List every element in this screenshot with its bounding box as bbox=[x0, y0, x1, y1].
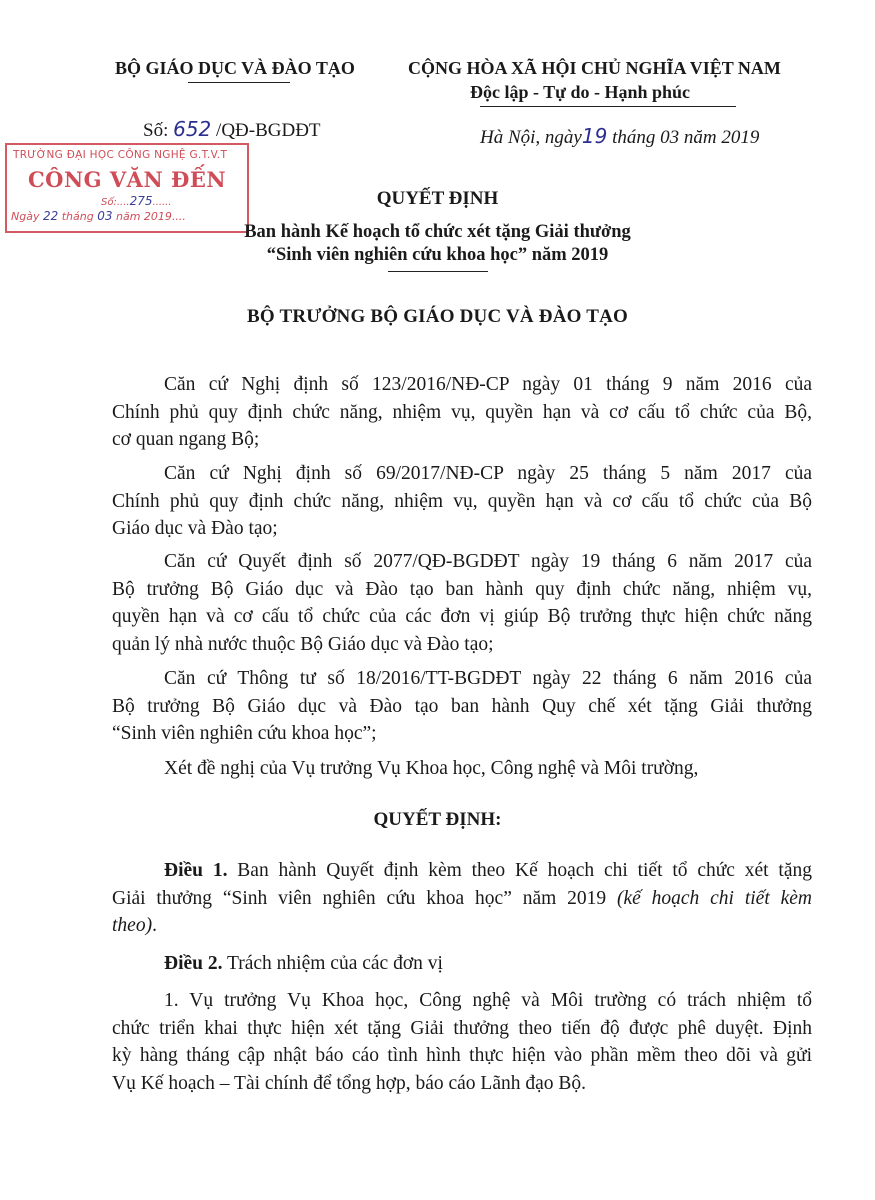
decision-subtitle-line2: “Sinh viên nghiên cứu khoa học” năm 2019 bbox=[266, 245, 609, 265]
article-1-line-3-tail: . bbox=[152, 915, 157, 936]
stamp-month: 03 bbox=[97, 209, 113, 223]
date-day-handwritten: 19 bbox=[581, 124, 608, 148]
doc-number-handwritten: 652 bbox=[173, 117, 212, 141]
basis-5-line-1: Xét đề nghị của Vụ trưởng Vụ Khoa học, Công nghệ và Môi trường, bbox=[164, 758, 699, 779]
document-number bbox=[143, 117, 321, 142]
basis-4-line-1: Căn cứ Thông tư số 18/2016/TT-BGDĐT ngày 22 tháng 6 năm 2016 của bbox=[164, 668, 812, 689]
article-2-item-1-line-1: 1. Vụ trưởng Vụ Khoa học, Công nghệ và Môi trường có trách nhiệm tổ bbox=[164, 990, 812, 1011]
stamp-year-label: năm 2019 bbox=[112, 210, 172, 223]
stamp-title: CÔNG VĂN ĐẾN bbox=[27, 167, 227, 192]
basis-paragraph-1 bbox=[112, 371, 812, 454]
stamp-date bbox=[11, 209, 186, 223]
basis-1-line-3: cơ quan ngang Bộ; bbox=[112, 429, 260, 450]
basis-4-line-2: Bộ trưởng Bộ Giáo dục và Đào tạo ban hành Quy chế xét tặng Giải thưởng bbox=[112, 695, 812, 717]
article-2-item-1-line-2: chức triển khai thực hiện xét tặng Giải thưởng theo tiến độ được phê duyệt. Định bbox=[112, 1017, 812, 1039]
stamp-date-label: Ngày bbox=[11, 210, 43, 223]
article-2-item-1 bbox=[112, 987, 812, 1097]
decision-title: QUYẾT ĐỊNH bbox=[376, 188, 499, 209]
basis-4-line-3: “Sinh viên nghiên cứu khoa học”; bbox=[112, 723, 377, 744]
basis-1-line-1: Căn cứ Nghị định số 123/2016/NĐ-CP ngày 01 tháng 9 năm 2016 của bbox=[164, 374, 812, 395]
basis-3-line-4: quản lý nhà nước thuộc Bộ Giáo dục và Đào tạo; bbox=[112, 633, 494, 655]
basis-2-line-1: Căn cứ Nghị định số 69/2017/NĐ-CP ngày 25 tháng 5 năm 2017 của bbox=[164, 463, 812, 484]
stamp-number-tail: ...... bbox=[152, 197, 172, 208]
doc-number-suffix: /QĐ-BGDĐT bbox=[211, 120, 321, 141]
decides-heading: QUYẾT ĐỊNH: bbox=[373, 809, 502, 830]
article-2-item-1-line-3: kỳ hàng tháng cập nhật báo cáo tình hình thực hiện vào phần mềm theo dõi và gửi bbox=[112, 1045, 812, 1066]
stamp-organization: TRƯỜNG ĐẠI HỌC CÔNG NGHỆ G.T.V.T bbox=[13, 149, 228, 161]
basis-3-line-1: Căn cứ Quyết định số 2077/QĐ-BGDĐT ngày 19 tháng 6 năm 2017 của bbox=[164, 551, 812, 572]
motto-underline bbox=[480, 106, 736, 107]
basis-paragraph-3 bbox=[112, 548, 812, 658]
article-1-line-2-italic: (kế hoạch chi tiết kèm bbox=[616, 887, 812, 909]
basis-3-line-3: quyền hạn và cơ cấu tổ chức của các đơn vị giúp Bộ trưởng thực hiện chức năng bbox=[112, 606, 812, 627]
article-1-line-3-italic: theo) bbox=[112, 915, 153, 936]
article-1-label: Điều 1. bbox=[164, 860, 228, 881]
national-title: CỘNG HÒA XÃ HỘI CHỦ NGHĨA VIỆT NAM bbox=[408, 58, 781, 78]
article-2-item-1-line-4: Vụ Kế hoạch – Tài chính để tổng hợp, báo cáo Lãnh đạo Bộ. bbox=[112, 1072, 587, 1094]
date-prefix: Hà Nội, ngày bbox=[480, 127, 582, 148]
stamp-month-label: tháng bbox=[58, 210, 98, 223]
stamp-number-label: Số:.... bbox=[101, 197, 130, 208]
article-1-line-2: Giải thưởng “Sinh viên nghiên cứu khoa học” năm 2019 bbox=[112, 887, 617, 909]
basis-1-line-2: Chính phủ quy định chức năng, nhiệm vụ, quyền hạn và cơ cấu tổ chức của Bộ, bbox=[112, 401, 812, 423]
article-2 bbox=[112, 950, 812, 978]
basis-2-line-2: Chính phủ quy định chức năng, nhiệm vụ, quyền hạn và cơ cấu tổ chức của Bộ bbox=[112, 490, 812, 512]
basis-2-line-3: Giáo dục và Đào tạo; bbox=[112, 518, 278, 539]
date-suffix: tháng 03 năm 2019 bbox=[607, 127, 760, 148]
subtitle-underline bbox=[388, 271, 488, 272]
article-1-line-1: Ban hành Quyết định kèm theo Kế hoạch chi tiết tổ chức xét tặng bbox=[227, 860, 812, 881]
decision-subtitle-line1: Ban hành Kế hoạch tổ chức xét tặng Giải thưởng bbox=[244, 222, 631, 242]
basis-paragraph-4 bbox=[112, 665, 812, 748]
article-1 bbox=[112, 857, 812, 940]
stamp-day: 22 bbox=[42, 209, 59, 223]
basis-paragraph-2 bbox=[112, 460, 812, 543]
basis-paragraph-5 bbox=[112, 755, 812, 783]
stamp-tail: .... bbox=[171, 210, 186, 223]
stamp-number-value: 275 bbox=[129, 194, 153, 208]
issuing-ministry: BỘ GIÁO DỤC VÀ ĐÀO TẠO bbox=[115, 58, 355, 78]
ministry-underline bbox=[188, 82, 290, 83]
doc-number-prefix: Số: bbox=[143, 120, 174, 141]
national-motto: Độc lập - Tự do - Hạnh phúc bbox=[470, 82, 691, 102]
article-2-text: Trách nhiệm của các đơn vị bbox=[222, 953, 443, 974]
basis-3-line-2: Bộ trưởng Bộ Giáo dục và Đào tạo ban hành quy định chức năng, nhiệm vụ, bbox=[112, 578, 812, 600]
article-2-label: Điều 2. bbox=[164, 953, 223, 974]
issuing-authority: BỘ TRƯỞNG BỘ GIÁO DỤC VÀ ĐÀO TẠO bbox=[247, 306, 628, 327]
issue-date bbox=[480, 124, 759, 149]
